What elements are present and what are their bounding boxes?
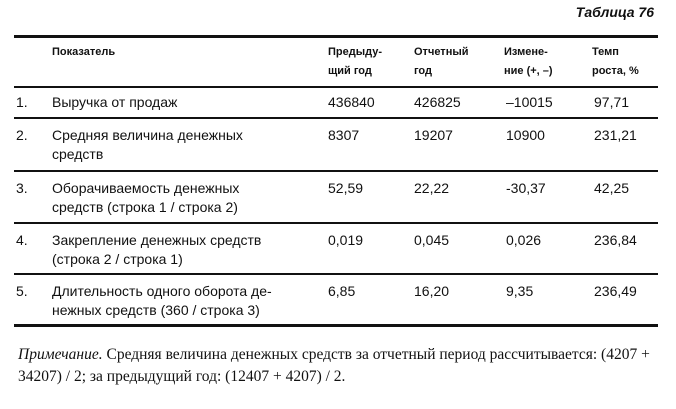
- header-change-line1: Измене-: [504, 46, 548, 58]
- row-5-prev-year: 6,85: [328, 283, 356, 299]
- row-3-indicator-line2: средств (строка 1 / строка 2): [52, 199, 238, 215]
- table-caption: Таблица 76: [575, 4, 654, 20]
- header-indicator: Показатель: [52, 46, 116, 58]
- note-label: Примечание.: [18, 346, 103, 363]
- row-5-current-year: 16,20: [414, 283, 450, 299]
- note-text: Средняя величина денежных средств за отчетный период рассчитывается: (4207 + 34207) / 2; за предыдущий год: (12407 + 4207) / 2.: [18, 346, 650, 385]
- row-1-current-year: 426825: [414, 94, 461, 110]
- row-5-indicator-line2: нежных средств (360 / строка 3): [52, 302, 260, 318]
- row-2-growth-rate: 231,21: [594, 127, 637, 143]
- row-4-number: 4.: [16, 232, 28, 248]
- row-2-indicator-line2: средств: [52, 146, 104, 162]
- table-top-rule: [14, 35, 658, 38]
- header-prev-year-line2: щий год: [328, 65, 372, 77]
- row-2-change: 10900: [506, 127, 545, 143]
- row-1-number: 1.: [16, 94, 28, 110]
- row-3-number: 3.: [16, 180, 28, 196]
- row-2-bottom-rule: [14, 170, 658, 172]
- row-1-change: –10015: [506, 94, 553, 110]
- row-4-prev-year: 0,019: [328, 232, 364, 248]
- row-5-number: 5.: [16, 283, 28, 299]
- header-growth-rate-line2: роста, %: [592, 65, 639, 77]
- header-growth-rate-line1: Темп: [592, 46, 619, 58]
- row-4-bottom-rule: [14, 273, 658, 275]
- header-prev-year-line1: Предыду-: [328, 46, 383, 58]
- header-bottom-rule: [14, 86, 658, 88]
- row-4-growth-rate: 236,84: [594, 232, 637, 248]
- row-3-bottom-rule: [14, 222, 658, 224]
- row-4-current-year: 0,045: [414, 232, 450, 248]
- row-4-indicator-line1: Закрепление денежных средств: [52, 232, 262, 248]
- row-2-indicator-line1: Средняя величина денежных: [52, 127, 243, 143]
- row-2-prev-year: 8307: [328, 127, 360, 143]
- row-2-current-year: 19207: [414, 127, 453, 143]
- header-current-year-line2: год: [414, 65, 432, 77]
- row-1-prev-year: 436840: [328, 94, 375, 110]
- row-3-indicator-line1: Оборачиваемость денежных: [52, 180, 240, 196]
- row-3-growth-rate: 42,25: [594, 180, 630, 196]
- table-note: [18, 344, 668, 388]
- row-1-indicator: Выручка от продаж: [52, 94, 178, 110]
- row-5-indicator-line1: Длительность одного оборота де-: [52, 283, 272, 299]
- header-change-line2: ние (+, –): [504, 65, 553, 77]
- header-current-year-line1: Отчетный: [414, 46, 469, 58]
- row-5-change: 9,35: [506, 283, 534, 299]
- row-1-growth-rate: 97,71: [594, 94, 630, 110]
- table-bottom-rule: [14, 324, 658, 327]
- row-1-bottom-rule: [14, 117, 658, 119]
- row-4-change: 0,026: [506, 232, 542, 248]
- row-2-number: 2.: [16, 127, 28, 143]
- row-5-growth-rate: 236,49: [594, 283, 637, 299]
- row-3-prev-year: 52,59: [328, 180, 364, 196]
- row-3-current-year: 22,22: [414, 180, 450, 196]
- row-3-change: -30,37: [506, 180, 546, 196]
- row-4-indicator-line2: (строка 2 / строка 1): [52, 251, 183, 267]
